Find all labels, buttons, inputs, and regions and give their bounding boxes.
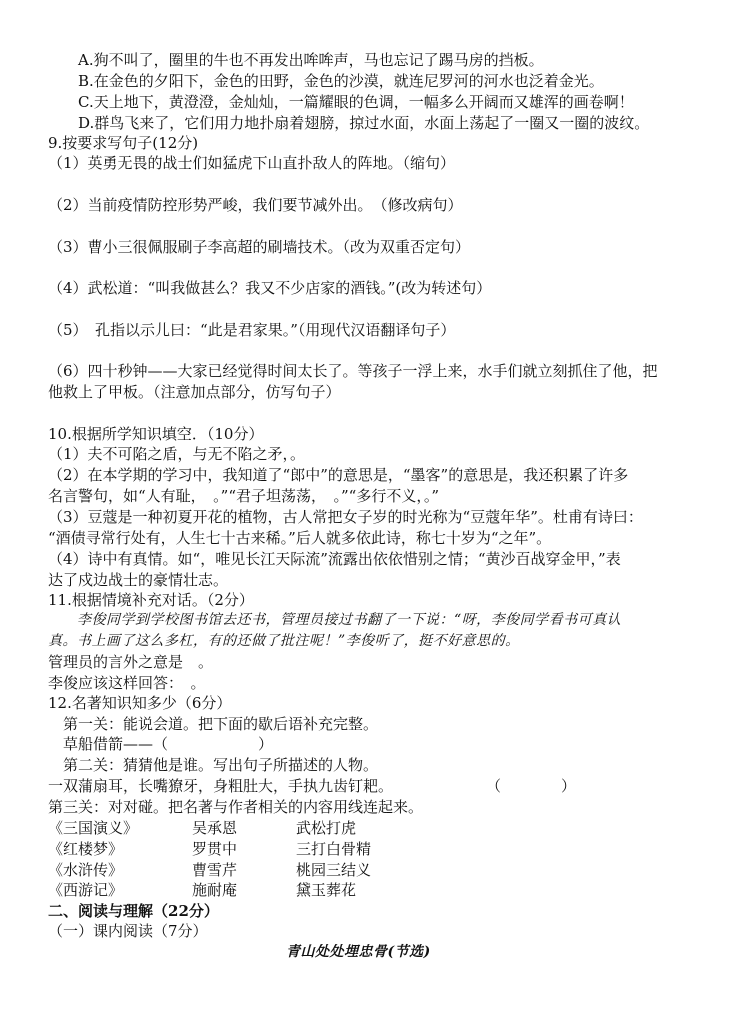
option-a: A.狗不叫了，圈里的牛也不再发出哞哞声，马也忘记了踢马房的挡板。: [78, 51, 544, 69]
q10-item-1: （1）夫不可陷之盾，与无不陷之矛，。: [48, 445, 306, 463]
q11-answer-2: 李俊应该这样回答： 。: [48, 674, 206, 692]
author-1: 吴承恩: [192, 819, 238, 837]
q10-item-3-line-1: （3）豆蔻是一种初夏开花的植物，古人常把女子岁的时光称为“豆蔻年华”。杜甫有诗曰：: [48, 508, 643, 526]
option-d: D.群鸟飞来了，它们用力地扑扇着翅膀，掠过水面，水面上荡起了一圈又一圈的波纹。: [78, 114, 650, 132]
option-c: C.天上地下，黄澄澄，金灿灿，一篇耀眼的色调，一幅多么开阔而又雄浑的画卷啊！: [78, 93, 634, 111]
author-4: 施耐庵: [192, 881, 238, 899]
q12-title: 12.名著知识知多少（6分）: [48, 694, 232, 712]
q9-item-3: （3）曹小三很佩服刷子李高超的刷墙技术。（改为双重否定句）: [48, 238, 471, 256]
q10-item-3-line-2: “酒债寻常行处有，人生七十古来稀。”后人就多依此诗，称七十岁为“之年”。: [48, 529, 552, 547]
option-b: B.在金色的夕阳下，金色的田野，金色的沙漠，就连尼罗河的河水也泛着金光。: [78, 72, 604, 90]
q12-level-1: 第一关：能说会道。把下面的歇后语补充完整。: [48, 715, 379, 733]
section-2-title: 二、阅读与理解（22分）: [48, 902, 219, 920]
q9-item-4: （4）武松道：“叫我做甚么？我又不少店家的酒钱。”(改为转述句）: [48, 279, 492, 297]
q12-description: 一双蒲扇耳，长嘴獠牙，身粗肚大，手执九齿钉耙。: [48, 777, 394, 795]
book-4: 《西游记》: [48, 881, 124, 899]
q12-answer-blank: （ ）: [486, 777, 577, 795]
q12-level-2: 第二关：猜猜他是谁。写出句子所描述的人物。: [48, 756, 379, 774]
story-1: 武松打虎: [296, 819, 357, 837]
q9-title: 9.按要求写句子(12分): [48, 134, 199, 152]
q11-passage-line-1: 李俊同学到学校图书馆去还书，管理员接过书翻了一下说：“呀，李俊同学看书可真认: [48, 612, 622, 628]
q11-passage-line-2: 真。书上画了这么多杠，有的还做了批注呢！”李俊听了，挺不好意思的。: [48, 633, 520, 649]
story-2: 三打白骨精: [296, 840, 372, 858]
q12-level-3: 第三关：对对碰。把名著与作者相关的内容用线连起来。: [48, 798, 424, 816]
story-4: 黛玉葬花: [296, 881, 357, 899]
q10-item-2-line-1: （2）在本学期的学习中，我知道了“郎中”的意思是，“墨客”的意思是，我还积累了许多: [48, 466, 629, 484]
q9-item-1: （1）英勇无畏的战士们如猛虎下山直扑敌人的阵地。（缩句）: [48, 154, 456, 172]
book-1: 《三国演义》: [48, 819, 139, 837]
q11-answer-1: 管理员的言外之意是 。: [48, 653, 214, 671]
q9-item-5: （5） 孔指以示儿曰：“此是君家果。”（用现代汉语翻译句子）: [48, 321, 456, 339]
q10-title: 10.根据所学知识填空．（10分）: [48, 425, 264, 443]
book-3: 《水浒传》: [48, 861, 124, 879]
section-2-subtitle: （一）课内阅读（7分）: [48, 922, 208, 940]
author-2: 罗贯中: [192, 840, 238, 858]
q10-item-4-line-1: （4）诗中有真情。如“，唯见长江天际流”流露出依依惜别之情；“黄沙百战穿金甲，”表: [48, 550, 621, 568]
q10-item-2-line-2: 名言警句，如“人有耻， 。”“君子坦荡荡， 。”“多行不义，。”: [48, 487, 440, 505]
q9-item-6-line-1: （6）四十秒钟——大家已经觉得时间太长了。等孩子一浮上来，水手们就立刻抓住了他，把: [48, 362, 658, 380]
q12-idiom: 草船借箭——（ ）: [48, 735, 274, 753]
q9-item-6-line-2: 他救上了甲板。（注意加点部分，仿写句子）: [48, 383, 341, 401]
q11-title: 11.根据情境补充对话。（2分）: [48, 591, 254, 609]
passage-title: 青山处处埋忠骨(节选): [286, 944, 431, 960]
story-3: 桃园三结义: [296, 861, 372, 879]
author-3: 曹雪芹: [192, 861, 238, 879]
book-2: 《红楼梦》: [48, 840, 124, 858]
q9-item-2: （2）当前疫情防控形势严峻，我们要节减外出。 （修改病句）: [48, 196, 463, 214]
q10-item-4-line-2: 达了戍边战士的豪情壮志。: [48, 571, 229, 589]
